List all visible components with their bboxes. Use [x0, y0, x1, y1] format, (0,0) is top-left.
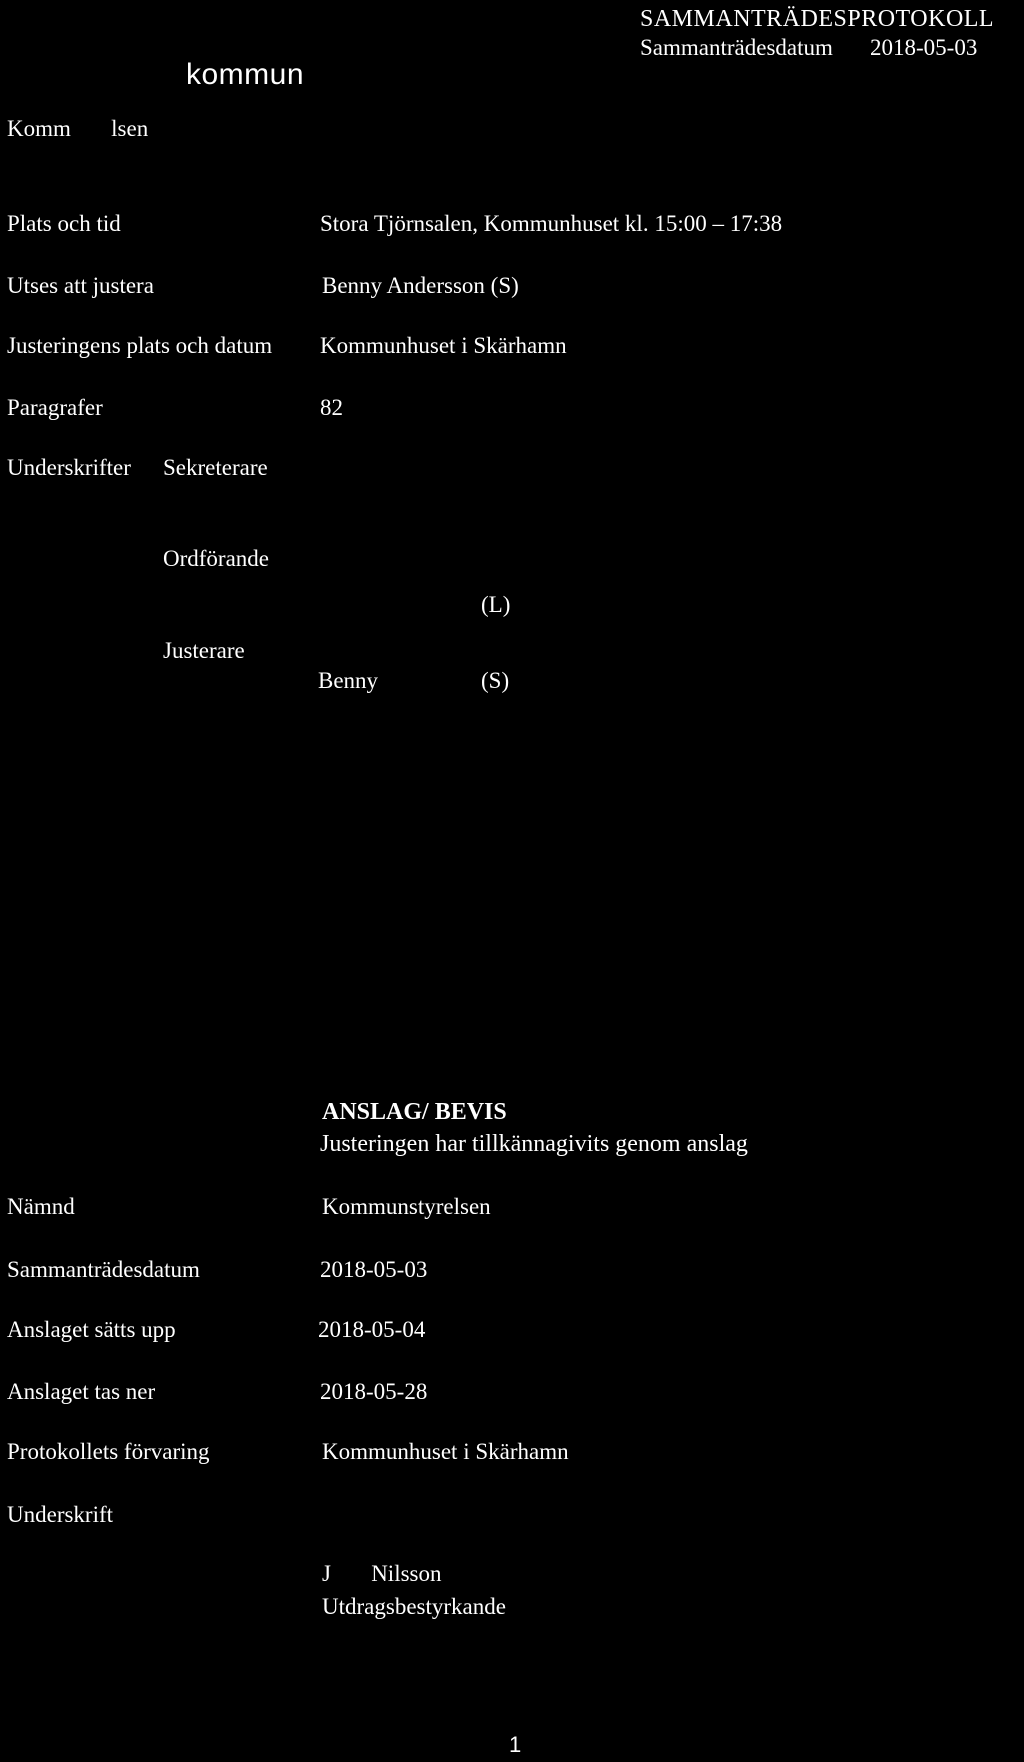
place-value: Stora Tjörnsalen, Kommunhuset kl. 15:00 – 17:38: [320, 211, 783, 236]
secretary-label: Sekreterare: [163, 455, 268, 480]
body-name: Komm lsen: [7, 116, 149, 141]
adjuster-label: Utses att justera: [7, 273, 154, 298]
notice-meeting-date-value: 2018-05-03: [320, 1257, 428, 1282]
posted-value: 2018-05-04: [318, 1317, 426, 1342]
adjustment-place-label: Justeringens plats och datum: [7, 333, 273, 358]
signature-adjuster-label: Justerare: [163, 638, 245, 663]
adjuster-value: Benny Andersson (S): [322, 273, 519, 298]
signer-name-line: J Nilsson: [322, 1561, 442, 1586]
paragraphs-value: 82: [320, 395, 343, 420]
storage-label: Protokollets förvaring: [7, 1439, 210, 1464]
notice-subheading: Justeringen har tillkännagivits genom anslag: [320, 1131, 748, 1157]
place-label: Plats och tid: [7, 211, 121, 236]
board-value: Kommunstyrelsen: [322, 1194, 491, 1219]
notice-signature-label: Underskrift: [7, 1502, 114, 1527]
notice-meeting-date-label: Sammanträdesdatum: [7, 1257, 200, 1282]
paragraphs-label: Paragrafer: [7, 395, 103, 420]
meeting-date: 2018-05-03: [870, 35, 978, 60]
storage-value: Kommunhuset i Skärhamn: [322, 1439, 569, 1464]
posted-label: Anslaget sätts upp: [7, 1317, 176, 1342]
chair-party: (L): [481, 592, 511, 617]
notice-heading: ANSLAG/ BEVIS: [322, 1099, 507, 1125]
signature-adjuster-name: Benny: [318, 668, 379, 693]
municipality-word: kommun: [186, 58, 305, 91]
signatures-label: Underskrifter: [7, 455, 131, 480]
protocol-title: SAMMANTRÄDESPROTOKOLL: [640, 6, 995, 32]
meeting-date-label: Sammanträdesdatum: [640, 35, 833, 60]
adjustment-place-value: Kommunhuset i Skärhamn: [320, 333, 567, 358]
removed-label: Anslaget tas ner: [7, 1379, 156, 1404]
page-number: 1: [509, 1732, 522, 1757]
board-label: Nämnd: [7, 1194, 75, 1219]
chair-label: Ordförande: [163, 546, 270, 571]
signature-adjuster-party: (S): [481, 668, 510, 693]
removed-value: 2018-05-28: [320, 1379, 428, 1404]
signer-role: Utdragsbestyrkande: [322, 1594, 506, 1619]
